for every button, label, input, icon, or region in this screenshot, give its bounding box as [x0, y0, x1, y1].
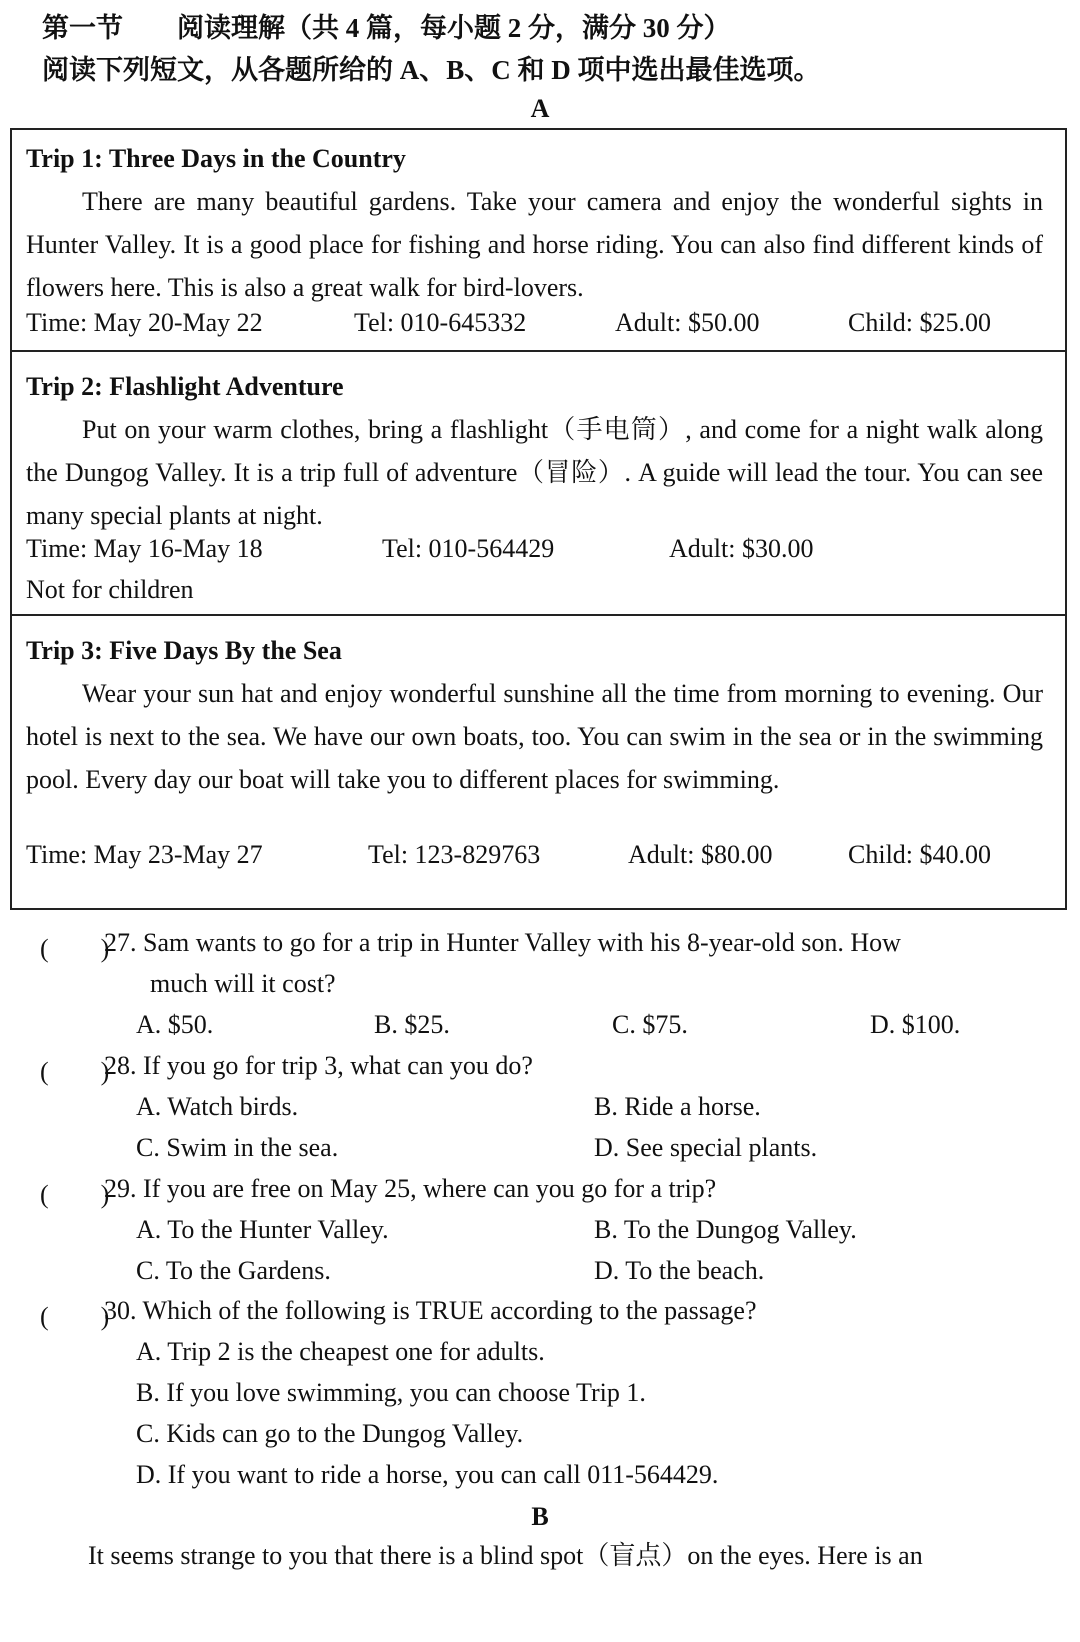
trip-3-tel: Tel: 123-829763	[368, 840, 541, 869]
trip-3-child: Child: $40.00	[848, 840, 992, 869]
question-30-option-a[interactable]: A. Trip 2 is the cheapest one for adults.	[136, 1337, 545, 1366]
answer-bracket[interactable]: ( )	[40, 1057, 110, 1086]
question-27-option-a[interactable]: A. $50.	[136, 1010, 214, 1039]
question-27-stem-cont: much will it cost?	[150, 969, 336, 998]
question-28-option-b[interactable]: B. Ride a horse.	[594, 1092, 761, 1121]
question-27-stem: 27. Sam wants to go for a trip in Hunter Valley with his 8-year-old son. How	[104, 928, 901, 957]
answer-bracket[interactable]: ( )	[40, 1302, 110, 1331]
question-28-option-a[interactable]: A. Watch birds.	[136, 1092, 299, 1121]
question-27-option-c[interactable]: C. $75.	[612, 1010, 688, 1039]
trip-2-block	[12, 350, 1065, 614]
question-28-option-d[interactable]: D. See special plants.	[594, 1133, 818, 1162]
trip-3-title: Trip 3: Five Days By the Sea	[26, 636, 342, 665]
section-instruction: 阅读下列短文，从各题所给的 A、B、C 和 D 项中选出最佳选项。	[42, 55, 821, 85]
question-30-option-c[interactable]: C. Kids can go to the Dungog Valley.	[136, 1419, 524, 1448]
question-30-option-d[interactable]: D. If you want to ride a horse, you can call 011-564429.	[136, 1460, 719, 1489]
question-28-option-c[interactable]: C. Swim in the sea.	[136, 1133, 339, 1162]
trip-2-text: Put on your warm clothes, bring a flashlight（手电筒）, and come for a night walk along the Dungog Valley. It is a trip full of adventure（冒险）. A guide will lead the tour. You can see many special plants at night.	[26, 415, 1043, 530]
passage-a-label: A	[530, 94, 550, 123]
trip-2-title: Trip 2: Flashlight Adventure	[26, 372, 344, 401]
question-29-option-c[interactable]: C. To the Gardens.	[136, 1256, 331, 1285]
passage-b-label: B	[531, 1502, 549, 1531]
trip-1-block	[12, 130, 1065, 350]
question-29-option-a[interactable]: A. To the Hunter Valley.	[136, 1215, 389, 1244]
trip-1-text: There are many beautiful gardens. Take your camera and enjoy the wonderful sights in Hunter Valley. It is a good place for fishing and horse riding. You can also find different kinds of flowers here. This is also a great walk for bird-lovers.	[26, 187, 1043, 302]
trip-3-adult: Adult: $80.00	[628, 840, 773, 869]
trip-2-time: Time: May 16-May 18	[26, 534, 263, 563]
trip-2-note: Not for children	[26, 575, 194, 604]
trip-3-block	[12, 614, 1065, 910]
trip-3-text: Wear your sun hat and enjoy wonderful sunshine all the time from morning to evening. Our hotel is next to the sea. We have our own boats, too. You can swim in the sea or in the swimming pool. Every day our boat will take you to different places for swimming.	[26, 679, 1043, 794]
question-29-option-b[interactable]: B. To the Dungog Valley.	[594, 1215, 857, 1244]
trips-table	[10, 128, 1067, 910]
passage-b-first-line: It seems strange to you that there is a blind spot（盲点）on the eyes. Here is an	[88, 1541, 923, 1570]
question-30-stem: 30. Which of the following is TRUE according to the passage?	[104, 1296, 757, 1325]
question-30-option-b[interactable]: B. If you love swimming, you can choose Trip 1.	[136, 1378, 646, 1407]
trip-3-time: Time: May 23-May 27	[26, 840, 263, 869]
answer-bracket[interactable]: ( )	[40, 1180, 110, 1209]
question-29-stem: 29. If you are free on May 25, where can you go for a trip?	[104, 1174, 717, 1203]
answer-bracket[interactable]: ( )	[40, 934, 110, 963]
trip-2-tel: Tel: 010-564429	[382, 534, 555, 563]
question-28-stem: 28. If you go for trip 3, what can you do?	[104, 1051, 533, 1080]
trip-1-tel: Tel: 010-645332	[354, 308, 527, 337]
question-27-option-d[interactable]: D. $100.	[870, 1010, 961, 1039]
question-29-option-d[interactable]: D. To the beach.	[594, 1256, 765, 1285]
section-heading: 第一节 阅读理解（共 4 篇，每小题 2 分，满分 30 分）	[42, 13, 731, 43]
question-27-option-b[interactable]: B. $25.	[374, 1010, 450, 1039]
trip-1-child: Child: $25.00	[848, 308, 992, 337]
trip-2-adult: Adult: $30.00	[669, 534, 814, 563]
trip-1-title: Trip 1: Three Days in the Country	[26, 144, 406, 173]
trip-1-adult: Adult: $50.00	[615, 308, 760, 337]
trip-1-time: Time: May 20-May 22	[26, 308, 263, 337]
